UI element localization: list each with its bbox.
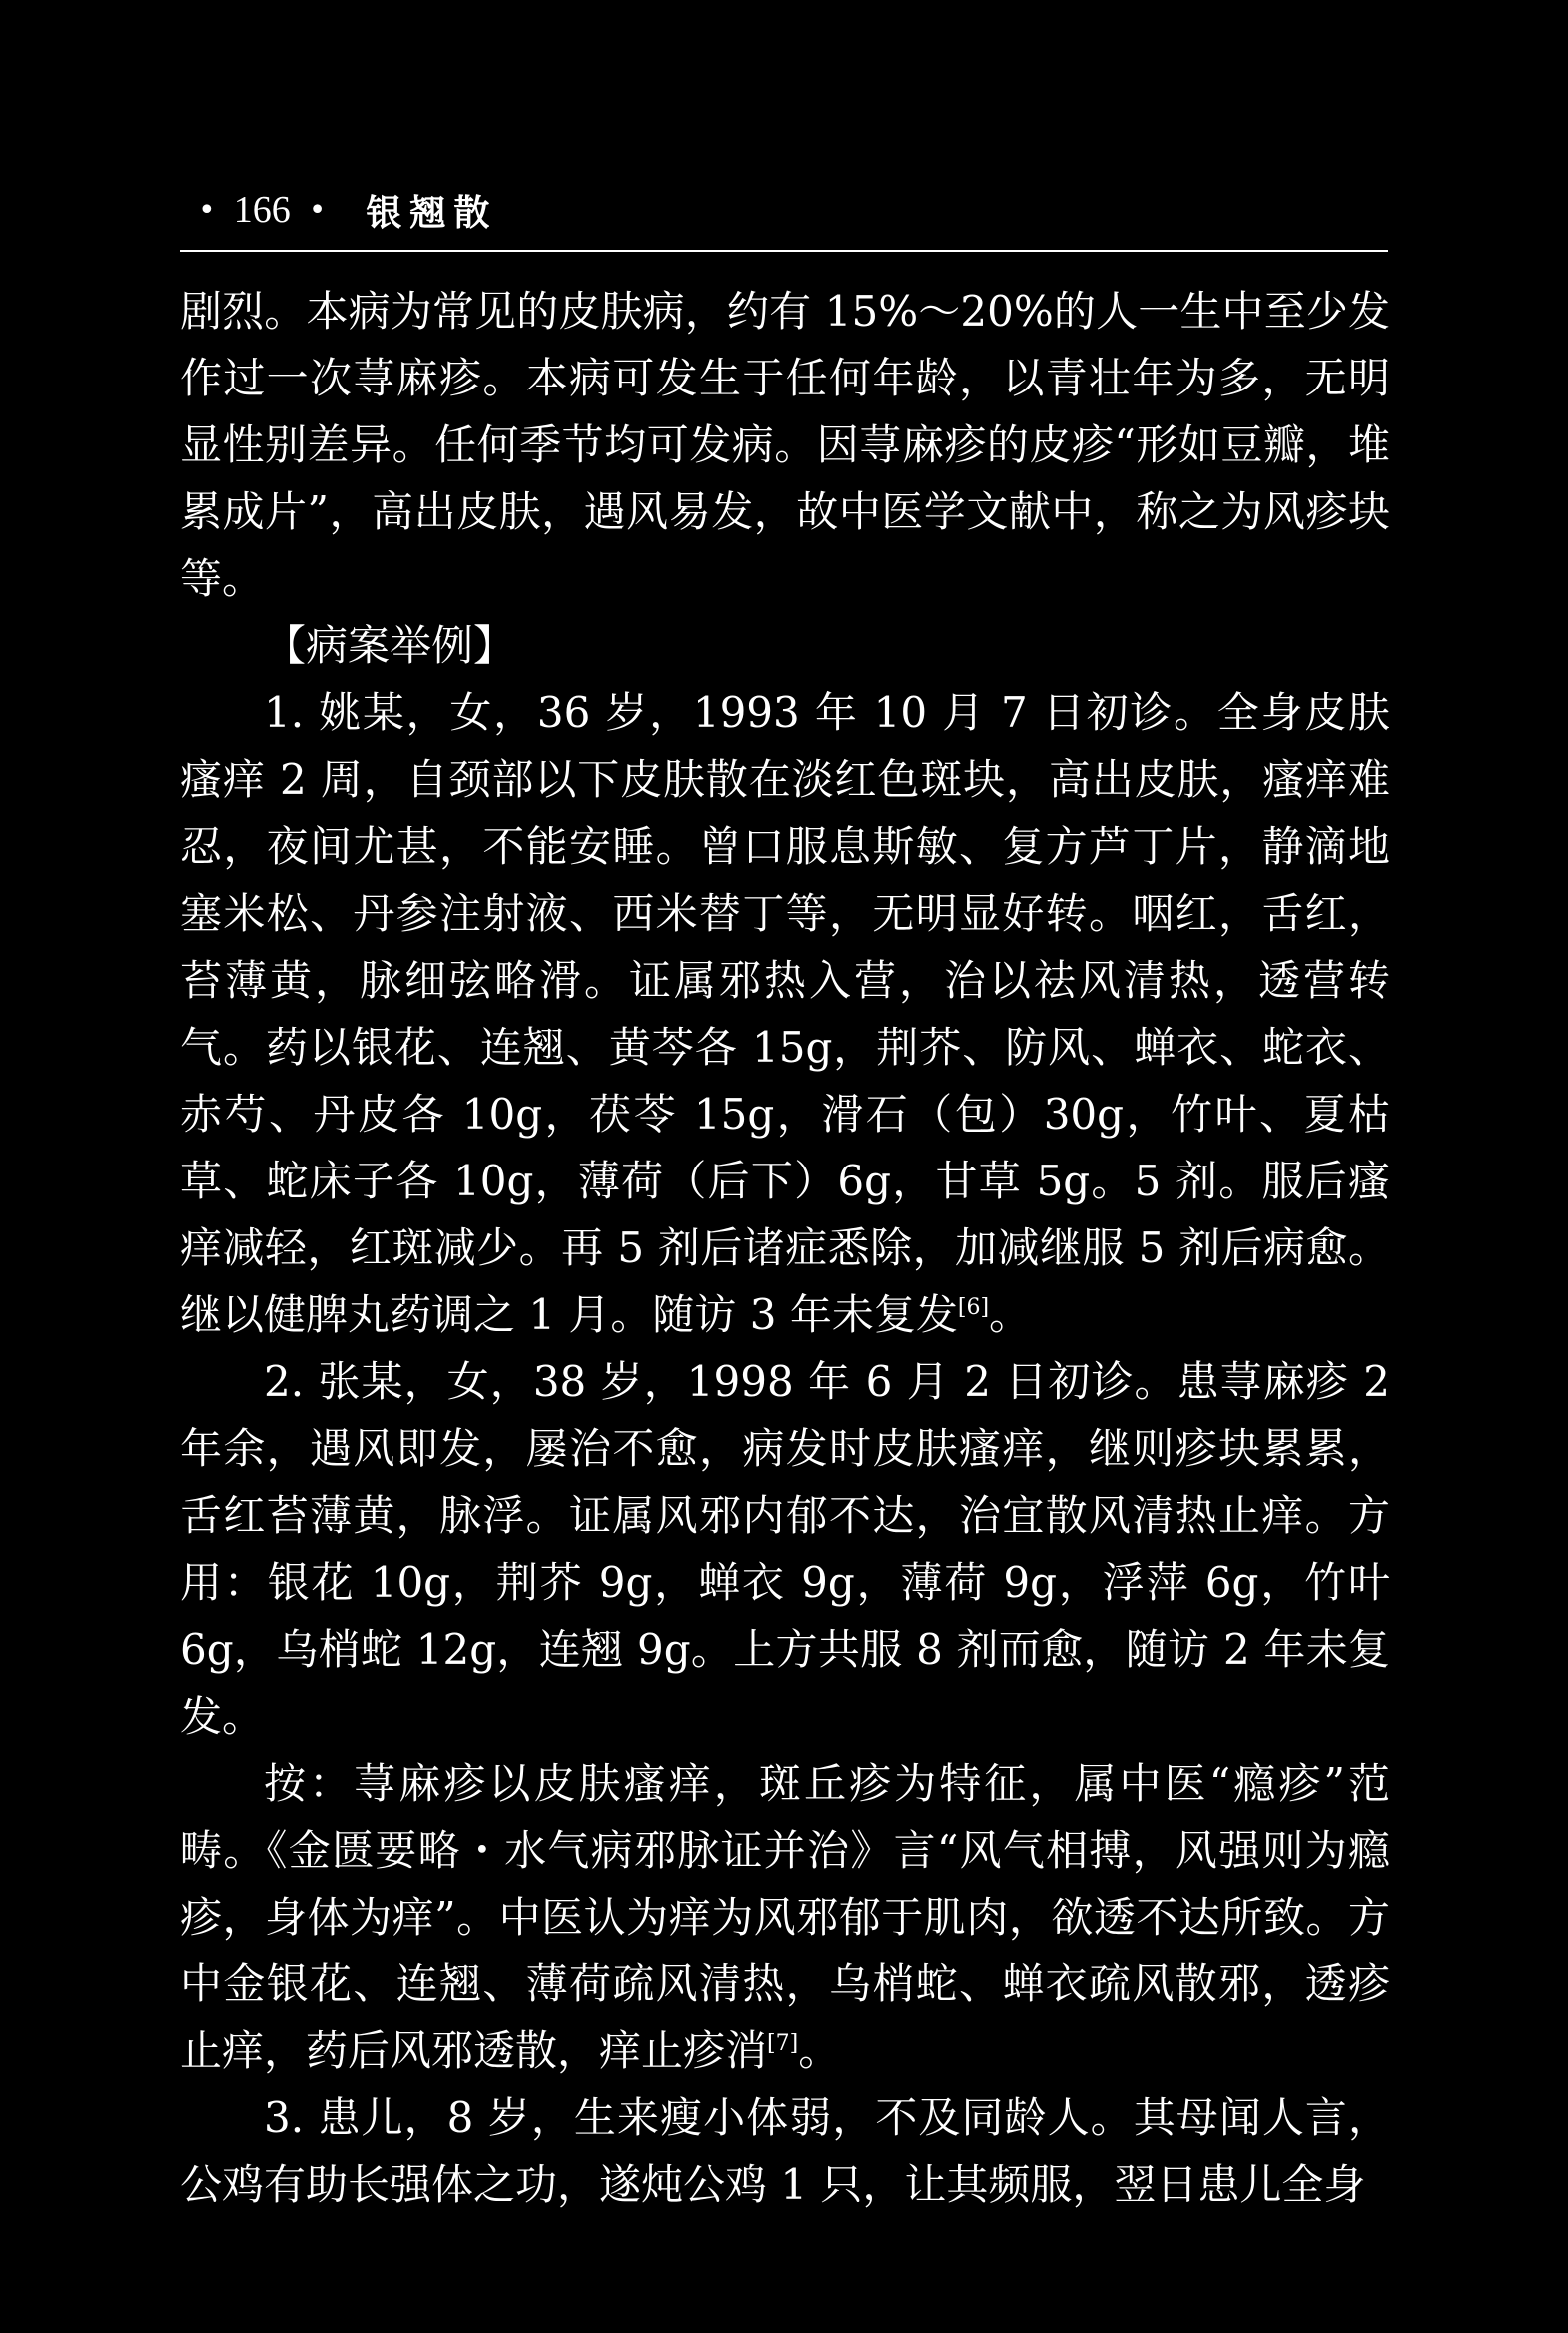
note-text: 按：荨麻疹以皮肤瘙痒，斑丘疹为特征，属中医“瘾疹”范畴。《金匮要略・水气病邪脉证并治》言“风气相搏，风强则为瘾疹，身体为痒”。中医认为痒为风邪郁于肌肉，欲透不达所致。方中金银花、连翘、薄荷疏风清热，乌梢蛇、蝉衣疏风散邪，透疹止痒，药后风邪透散，痒止疹消 — [180, 1759, 1390, 2075]
paragraph-intro: 剧烈。本病为常见的皮肤病，约有 15%～20%的人一生中至少发作过一次荨麻疹。本病可发生于任何年龄，以青壮年为多，无明显性别差异。任何季节均可发病。因荨麻疹的皮疹“形如豆瓣，堆累成片”，高出皮肤，遇风易发，故中医学文献中，称之为风疹块等。 — [180, 287, 1390, 603]
paragraph-case-1 — [180, 679, 1390, 1348]
body-text — [180, 278, 1390, 2218]
header-dot-left: • — [198, 192, 216, 228]
paragraph-case-2: 2. 张某，女，38 岁，1998 年 6 月 2 日初诊。患荨麻疹 2 年余，遇风即发，屡治不愈，病发时皮肤瘙痒，继则疹块累累，舌红苔薄黄，脉浮。证属风邪内郁不达，治宜散风清热止痒。方用：银花 10g，荆芥 9g，蝉衣 9g，薄荷 9g，浮萍 6g，竹叶 6g，乌梢蛇 12g，连翘 9g。上方共服 8 剂而愈，随访 2 年未复发。 — [180, 1357, 1390, 1741]
header-rule — [180, 250, 1388, 252]
case-1-end: 。 — [989, 1290, 1032, 1339]
citation-7: [7] — [767, 2031, 799, 2056]
case-1-text: 1. 姚某，女，36 岁，1993 年 10 月 7 日初诊。全身皮肤瘙痒 2 周，自颈部以下皮肤散在淡红色斑块，高出皮肤，瘙痒难忍，夜间尤甚，不能安睡。曾口服息斯敏、复方芦丁片，静滴地塞米松、丹参注射液、西米替丁等，无明显好转。咽红，舌红，苔薄黄，脉细弦略滑。证属邪热入营，治以祛风清热，透营转气。药以银花、连翘、黄芩各 15g，荆芥、防风、蝉衣、蛇衣、赤芍、丹皮各 10g，茯苓 15g，滑石（包）30g，竹叶、夏枯草、蛇床子各 10g，薄荷（后下）6g，甘草 5g。5 剂。服后瘙痒减轻，红斑减少。再 5 剂后诸症悉除，加减继服 5 剂后病愈。继以健脾丸药调之 1 月。随访 3 年未复发 — [180, 688, 1390, 1339]
book-title: 银翘散 — [366, 191, 498, 234]
header-dot-right: • — [308, 192, 327, 228]
paragraph-case-3: 3. 患儿，8 岁，生来瘦小体弱，不及同龄人。其母闻人言，公鸡有助长强体之功，遂炖公鸡 1 只，让其频服，翌日患儿全身 — [180, 2093, 1390, 2209]
section-heading: 【病案举例】 — [264, 621, 516, 670]
running-header — [180, 180, 1398, 240]
paragraph-note — [180, 1750, 1390, 2084]
page-number: 166 — [233, 189, 291, 231]
note-end: 。 — [798, 2026, 841, 2075]
citation-6: [6] — [957, 1295, 990, 1320]
